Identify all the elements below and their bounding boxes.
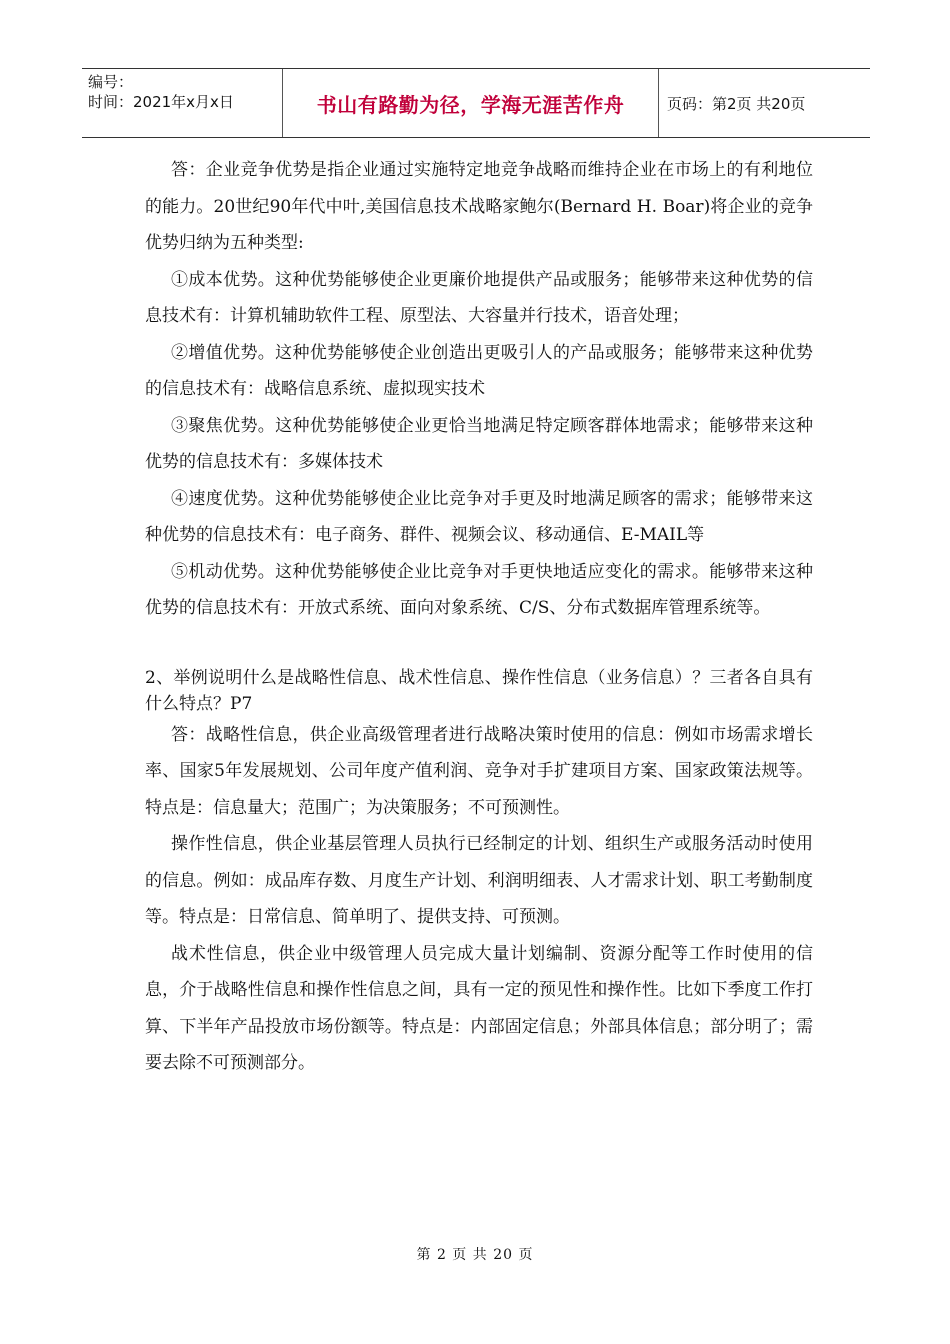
answer1-intro: 答：企业竞争优势是指企业通过实施特定地竞争战略而维持企业在市场上的有利地位的能力。20世纪90年代中叶,美国信息技术战略家鲍尔(Bernard H. Boar)将企业的竞争优势归纳为五种类型: xyxy=(145,160,813,253)
answer2-tactical: 战术性信息，供企业中级管理人员完成大量计划编制、资源分配等工作时使用的信息，介于战略性信息和操作性信息之间，具有一定的预见性和操作性。比如下季度工作打算、下半年产品投放市场份额等。特点是：内部固定信息；外部具体信息；部分明了；需要去除不可预测部分。 xyxy=(145,943,813,1073)
advantage-item-5: ⑤机动优势。这种优势能够使企业比竞争对手更快地适应变化的需求。能够带来这种优势的信息技术有：开放式系统、面向对象系统、C/S、分布式数据库管理系统等。 xyxy=(145,561,813,618)
code-label: 编号： xyxy=(88,73,134,91)
advantage-item-4: ④速度优势。这种优势能够使企业比竞争对手更及时地满足顾客的需求；能够带来这种优势的信息技术有：电子商务、群件、视频会议、移动通信、E-MAIL等 xyxy=(145,488,813,545)
advantage-item-1: ①成本优势。这种优势能够使企业更廉价地提供产品或服务；能够带来这种优势的信息技术有：计算机辅助软件工程、原型法、大容量并行技术，语音处理； xyxy=(145,269,813,326)
document-body xyxy=(145,152,813,1082)
header-meta xyxy=(82,69,283,137)
page-info: 页码：第2页 共20页 xyxy=(667,94,806,113)
advantage-item-3: ③聚焦优势。这种优势能够使企业更恰当地满足特定顾客群体地需求；能够带来这种优势的信息技术有：多媒体技术 xyxy=(145,415,813,472)
question-2: 2、举例说明什么是战略性信息、战术性信息、操作性信息（业务信息）？三者各自具有什么特点？P7 xyxy=(145,667,813,714)
date-line: 时间：2021年x月x日 xyxy=(88,93,234,111)
section-gap xyxy=(145,627,813,663)
answer2-strategic: 答：战略性信息，供企业高级管理者进行战略决策时使用的信息：例如市场需求增长率、国家5年发展规划、公司年度产值利润、竞争对手扩建项目方案、国家政策法规等。特点是：信息量大；范围广；为决策服务；不可预测性。 xyxy=(145,724,813,818)
page-header xyxy=(82,68,870,138)
motto-text: 书山有路勤为径，学海无涯苦作舟 xyxy=(316,92,625,117)
header-motto-cell xyxy=(283,69,659,137)
answer2-operational: 操作性信息，供企业基层管理人员执行已经制定的计划、组织生产或服务活动时使用的信息。例如：成品库存数、月度生产计划、利润明细表、人才需求计划、职工考勤制度等。特点是：日常信息、简单明了、提供支持、可预测。 xyxy=(145,834,813,927)
page-footer: 第 2 页 共 20 页 xyxy=(416,1247,534,1263)
advantage-item-2: ②增值优势。这种优势能够使企业创造出更吸引人的产品或服务；能够带来这种优势的信息技术有：战略信息系统、虚拟现实技术 xyxy=(145,342,813,399)
header-page-info-cell xyxy=(659,69,870,137)
